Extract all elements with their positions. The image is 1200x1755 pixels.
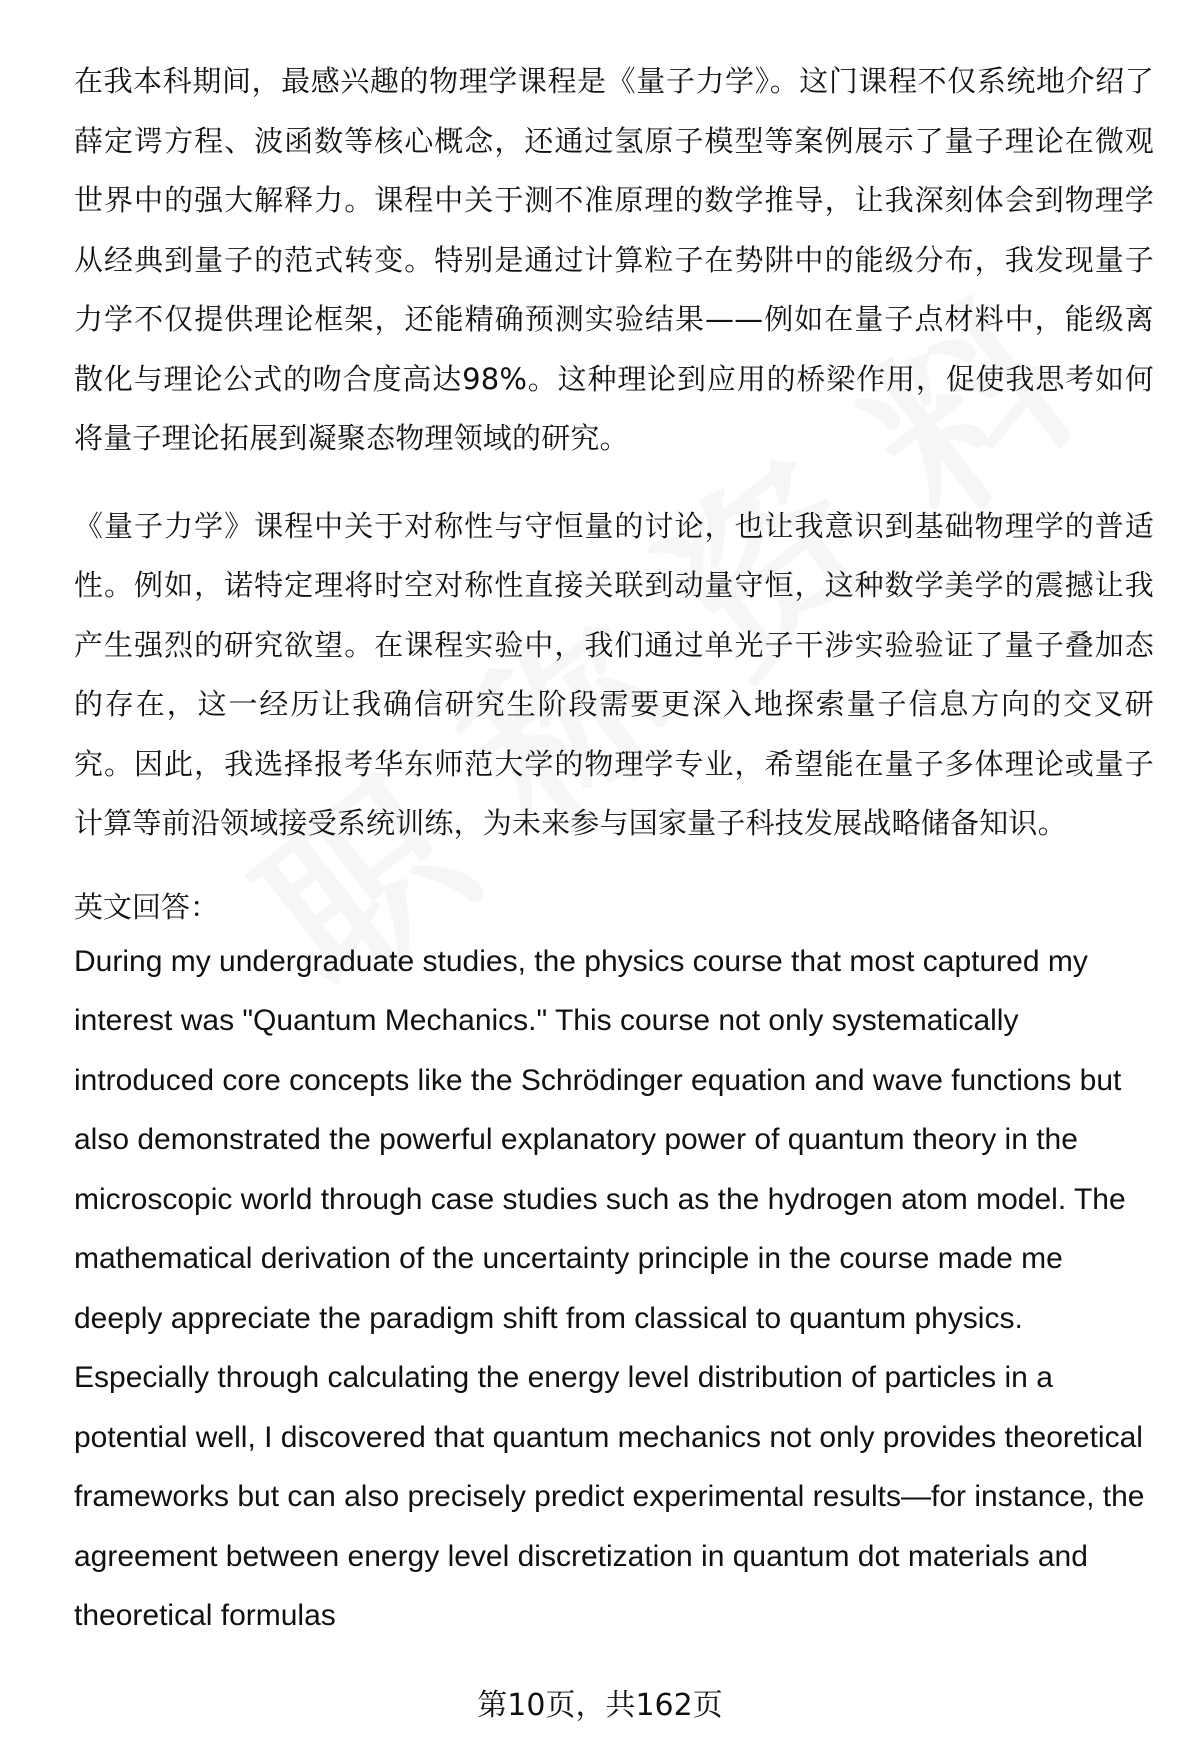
- page-number: 第10页，共162页: [477, 1688, 723, 1723]
- paragraph-cn-2: 《量子力学》课程中关于对称性与守恒量的讨论，也让我意识到基础物理学的普适性。例如，诺特定理将时空对称性直接关联到动量守恒，这种数学美学的震撼让我产生强烈的研究欲望。在课程实验中，我们通过单光子干涉实验验证了量子叠加态的存在，这一经历让我确信研究生阶段需要更深入地探索量子信息方向的交叉研究。因此，我选择报考华东师范大学的物理学专业，希望能在量子多体理论或量子计算等前沿领域接受系统训练，为未来参与国家量子科技发展战略储备知识。: [74, 508, 1154, 840]
- english-answer-label: 英文回答：: [74, 889, 220, 924]
- document-body: [74, 52, 1154, 1646]
- paragraph-cn-1: 在我本科期间，最感兴趣的物理学课程是《量子力学》。这门课程不仅系统地介绍了薛定谔方程、波函数等核心概念，还通过氢原子模型等案例展示了量子理论在微观世界中的强大解释力。课程中关于测不准原理的数学推导，让我深刻体会到物理学从经典到量子的范式转变。特别是通过计算粒子在势阱中的能级分布，我发现量子力学不仅提供理论框架，还能精确预测实验结果——例如在量子点材料中，能级离散化与理论公式的吻合度高达98%。这种理论到应用的桥梁作用，促使我思考如何将量子理论拓展到凝聚态物理领域的研究。: [74, 64, 1154, 455]
- paragraph-en: During my undergraduate studies, the physics course that most captured my interest was "Quantum Mechanics." This course not only systematically introduced core concepts like the Schrödinger equation and wave functions but also demonstrated the powerful explanatory power of quantum theory in the microscopic world through case studies such as the hydrogen atom model. The mathematical derivation of the uncertainty principle in the course made me deeply appreciate the paradigm shift from classical to quantum physics. Especially through calculating the energy level distribution of particles in a potential well, I discovered that quantum mechanics not only provides theoretical frameworks but can also precisely predict experimental results—for instance, the agreement between energy level discretization in quantum dot materials and theoretical formulas: [74, 944, 1145, 1632]
